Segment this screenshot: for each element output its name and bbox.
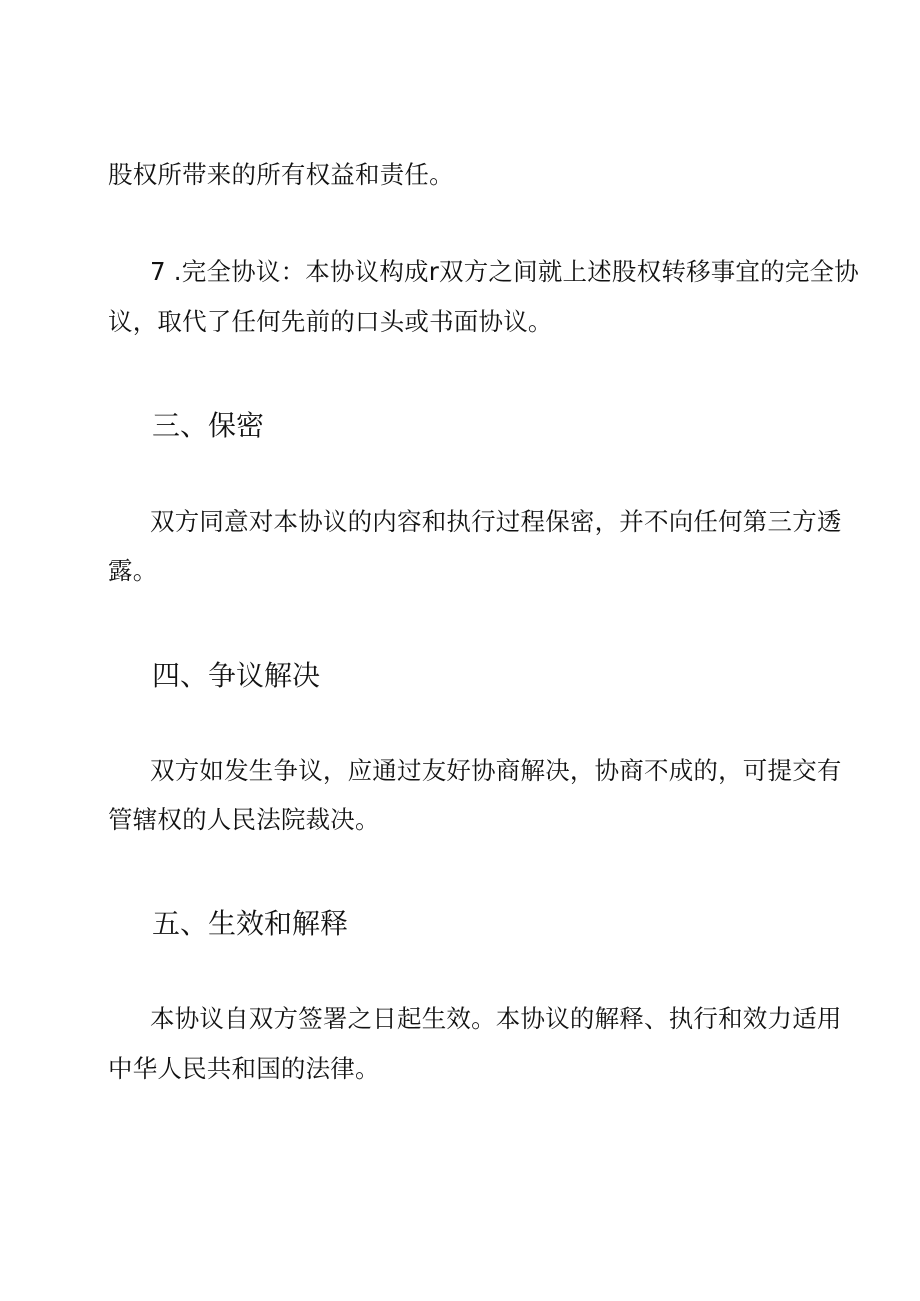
continuation-text: 股权所带来的所有权益和责任。 [108,160,454,189]
section-5-line-2: 中华人民共和国的法律。 [108,1054,380,1083]
section-3-line-1: 双方同意对本协议的内容和执行过程保密，并不向任何第三方透 [150,507,842,536]
section-4-heading: 四、争议解决 [152,659,321,692]
section-3-line-2: 露。 [108,556,158,585]
section-4-line-2: 管辖权的人民法院裁决。 [108,805,380,834]
clause-7-line-2: 议，取代了任何先前的口头或书面协议。 [108,307,553,336]
section-3-heading: 三、保密 [152,409,265,442]
section-5-line-1: 本协议自双方签署之日起生效。本协议的解释、执行和效力适用 [150,1004,842,1033]
clause-7-line-1: 7 .完全协议：本协议构成r双方之间就上述股权转移事宜的完全协 [150,257,859,286]
section-5-heading: 五、生效和解释 [152,907,349,940]
section-4-line-1: 双方如发生争议，应通过友好协商解决，协商不成的，可提交有 [150,756,842,785]
